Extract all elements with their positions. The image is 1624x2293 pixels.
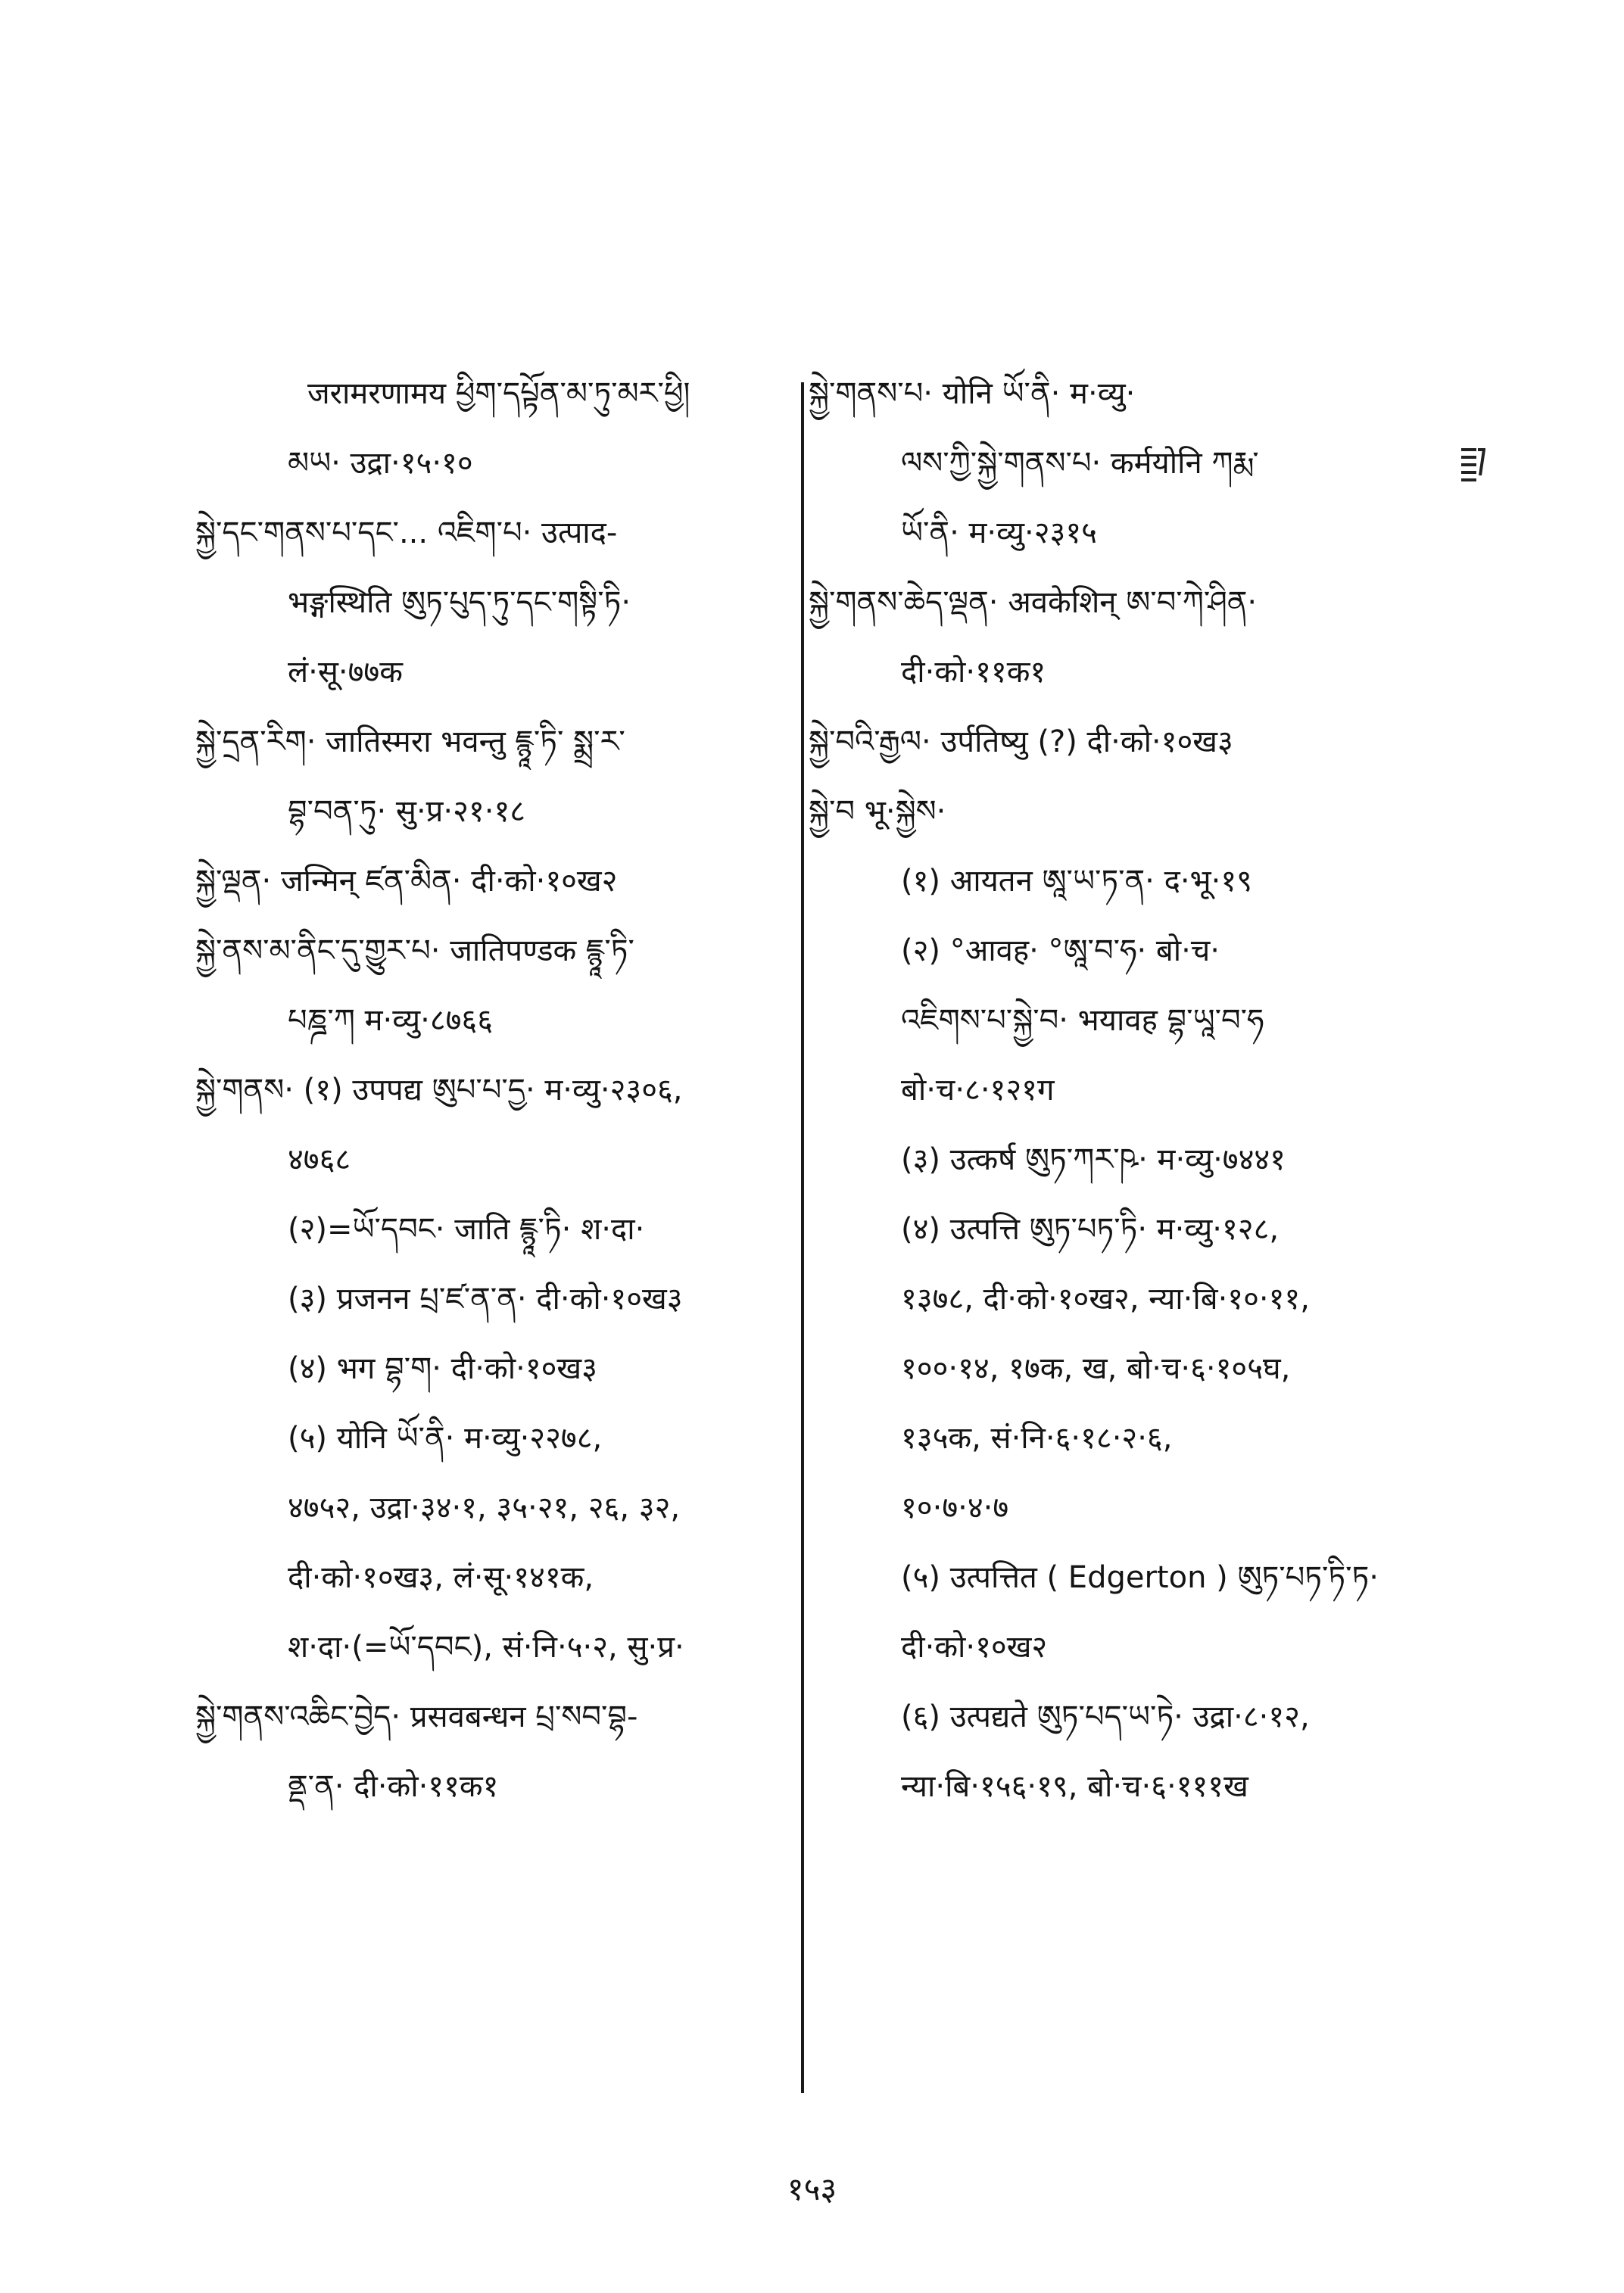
dictionary-line: སྐྱེ་ལྡན· जन्मिन् ཛན་མིན· दी·को·१०ख२ — [195, 864, 618, 899]
dictionary-line: १००·१४, १७क, ख, बो·च·६·१०५घ, — [901, 1351, 1291, 1386]
dictionary-line: སྐྱེ་བ भू·སྐྱེས· — [809, 794, 946, 829]
dictionary-line: न्या·बि·१५६·१९, बो·च·६·१११ख — [901, 1769, 1248, 1804]
dictionary-line: སྐྱེ་དང་གནས་པ་དང་... འཇིག་པ· उत्पाद- — [195, 516, 618, 550]
dictionary-line: སྐྱེ་གནས་འཆིང་བྱེད· प्रसवबन्धन པྲ་སབ་བྷ- — [195, 1699, 638, 1734]
dictionary-line: སྐྱེ་གནས་པ· योनि ཡོ་ནི· म·व्यु· — [809, 376, 1136, 411]
margin-tab-icon — [1460, 445, 1485, 494]
dictionary-line: १०·७·४·७ — [901, 1491, 1009, 1525]
dictionary-line: སྐྱེ་ནས་མ་ནིང་དུ་གྱུར་པ· जातिपण्डक ཇྙཱ་ཏི་ — [195, 933, 634, 968]
dictionary-line: बो·च·८·१२१ग — [901, 1073, 1055, 1108]
dictionary-line: दी·को·११क१ — [901, 655, 1046, 690]
dictionary-line: (४) उत्पत्ति ཨུཏ་པཏ་ཏི· म·व्यु·१२८, — [901, 1212, 1280, 1247]
dictionary-line: ४७६८ — [288, 1142, 351, 1177]
dictionary-line: (३) प्रजनन པྲ་ཛ་ན་ན· दी·को·१०ख३ — [288, 1282, 683, 1316]
dictionary-line: ४७५२, उद्रा·३४·१, ३५·२१, २६, ३२, — [288, 1491, 681, 1525]
left-column — [195, 359, 795, 1821]
dictionary-line: (३) उत्कर्ष ཨུཏ་ཀར་ཥ· म·व्यु·७४४१ — [901, 1142, 1286, 1177]
dictionary-line: སྐྱེ་གནས་ཆེད་ལྡན· अवकेशिन् ཨ་བ་ཀེ་ཤིན· — [809, 585, 1258, 620]
dictionary-line: (२)=ཡོ་དབང· जाति ཇྙཱ་ཏི· श·दा· — [288, 1212, 645, 1247]
dictionary-line: (६) उत्पद्यते ཨུཏ་པད་ཡ་ཏེ· उद्रा·८·१२, — [901, 1699, 1310, 1734]
dictionary-line: (४) भग བྷ་ག· दी·को·१०ख३ — [288, 1351, 597, 1386]
dictionary-line: མཡ· उद्रा·१५·१० — [288, 446, 473, 481]
dictionary-line: जरामरणामय ཕྱིག་དཔྟོན་མ་ཏུ་མར་ཕྱི། — [307, 376, 690, 411]
dictionary-line: (२) °आवह· °ཨཱ་བ་ཧ· बो·च· — [901, 933, 1220, 968]
dictionary-line: བྷ་བན་ཏུ· सु·प्र·२१·१८ — [288, 794, 526, 829]
right-column — [809, 359, 1422, 1821]
dictionary-line: (१) आयतन ཨཱ་ཡ་ཏ་ན· द·भू·१९ — [901, 864, 1252, 899]
dictionary-line: १३७८, दी·को·१०ख२, न्या·बि·१०·११, — [901, 1282, 1310, 1316]
dictionary-line: སྐྱེ་བའི་རྒྱལ· उर्पतिष्यु (?) दी·को·१०ख३ — [809, 724, 1233, 759]
dictionary-line: པཎྜ་ཀ म·व्यु·८७६६ — [288, 1003, 494, 1038]
dictionary-line: (५) योनि ཡོ་ནི· म·व्यु·२२७८, — [288, 1421, 603, 1456]
dictionary-line: श·दा·(=ཡོ་དབང), सं·नि·५·२, सु·प्र· — [288, 1630, 684, 1665]
dictionary-line: १३५क, सं·नि·६·१८·२·६, — [901, 1421, 1173, 1456]
dictionary-line: ནྡ་ན· दी·को·११क१ — [288, 1769, 499, 1804]
dictionary-line: ཡོ་ནི· म·व्यु·२३१५ — [901, 516, 1097, 550]
dictionary-line: (५) उत्पत्तित ( Edgerton ) ཨུཏ་པཏ་ཏི་ཏ· — [901, 1560, 1379, 1595]
dictionary-line: दी·को·१०ख२ — [901, 1630, 1048, 1665]
page-number: १५३ — [787, 2170, 837, 2207]
dictionary-line: སྐྱེ་གནས· (१) उपपद्य ཨུཔ་པ་དྱ· म·व्यु·२३०६, — [195, 1073, 683, 1108]
column-divider — [801, 382, 804, 2093]
dictionary-line: दी·को·१०ख३, लं·सू·१४१क, — [288, 1560, 594, 1595]
dictionary-line: སྐྱེ་དྲན་རིག· जातिस्मरा भवन्तु ཇྙཱ་ཏི་ སྨྲ་ར་ — [195, 724, 625, 759]
dictionary-line: ལས་ཀྱི་སྐྱེ་གནས་པ· कर्मयोनि ཀརྨ་ — [901, 446, 1259, 481]
dictionary-line: भङ्गस्थिति ཨུཏ་པུད་ཏུ་དང་གསྟི་ཏི· — [288, 585, 631, 620]
dictionary-line: འཇིགས་པ་སྐྱེ་བ· भयावह བྷ་ཡཱ་བ་ཧ — [901, 1003, 1264, 1038]
dictionary-line: लं·सू·७७क — [288, 655, 403, 690]
